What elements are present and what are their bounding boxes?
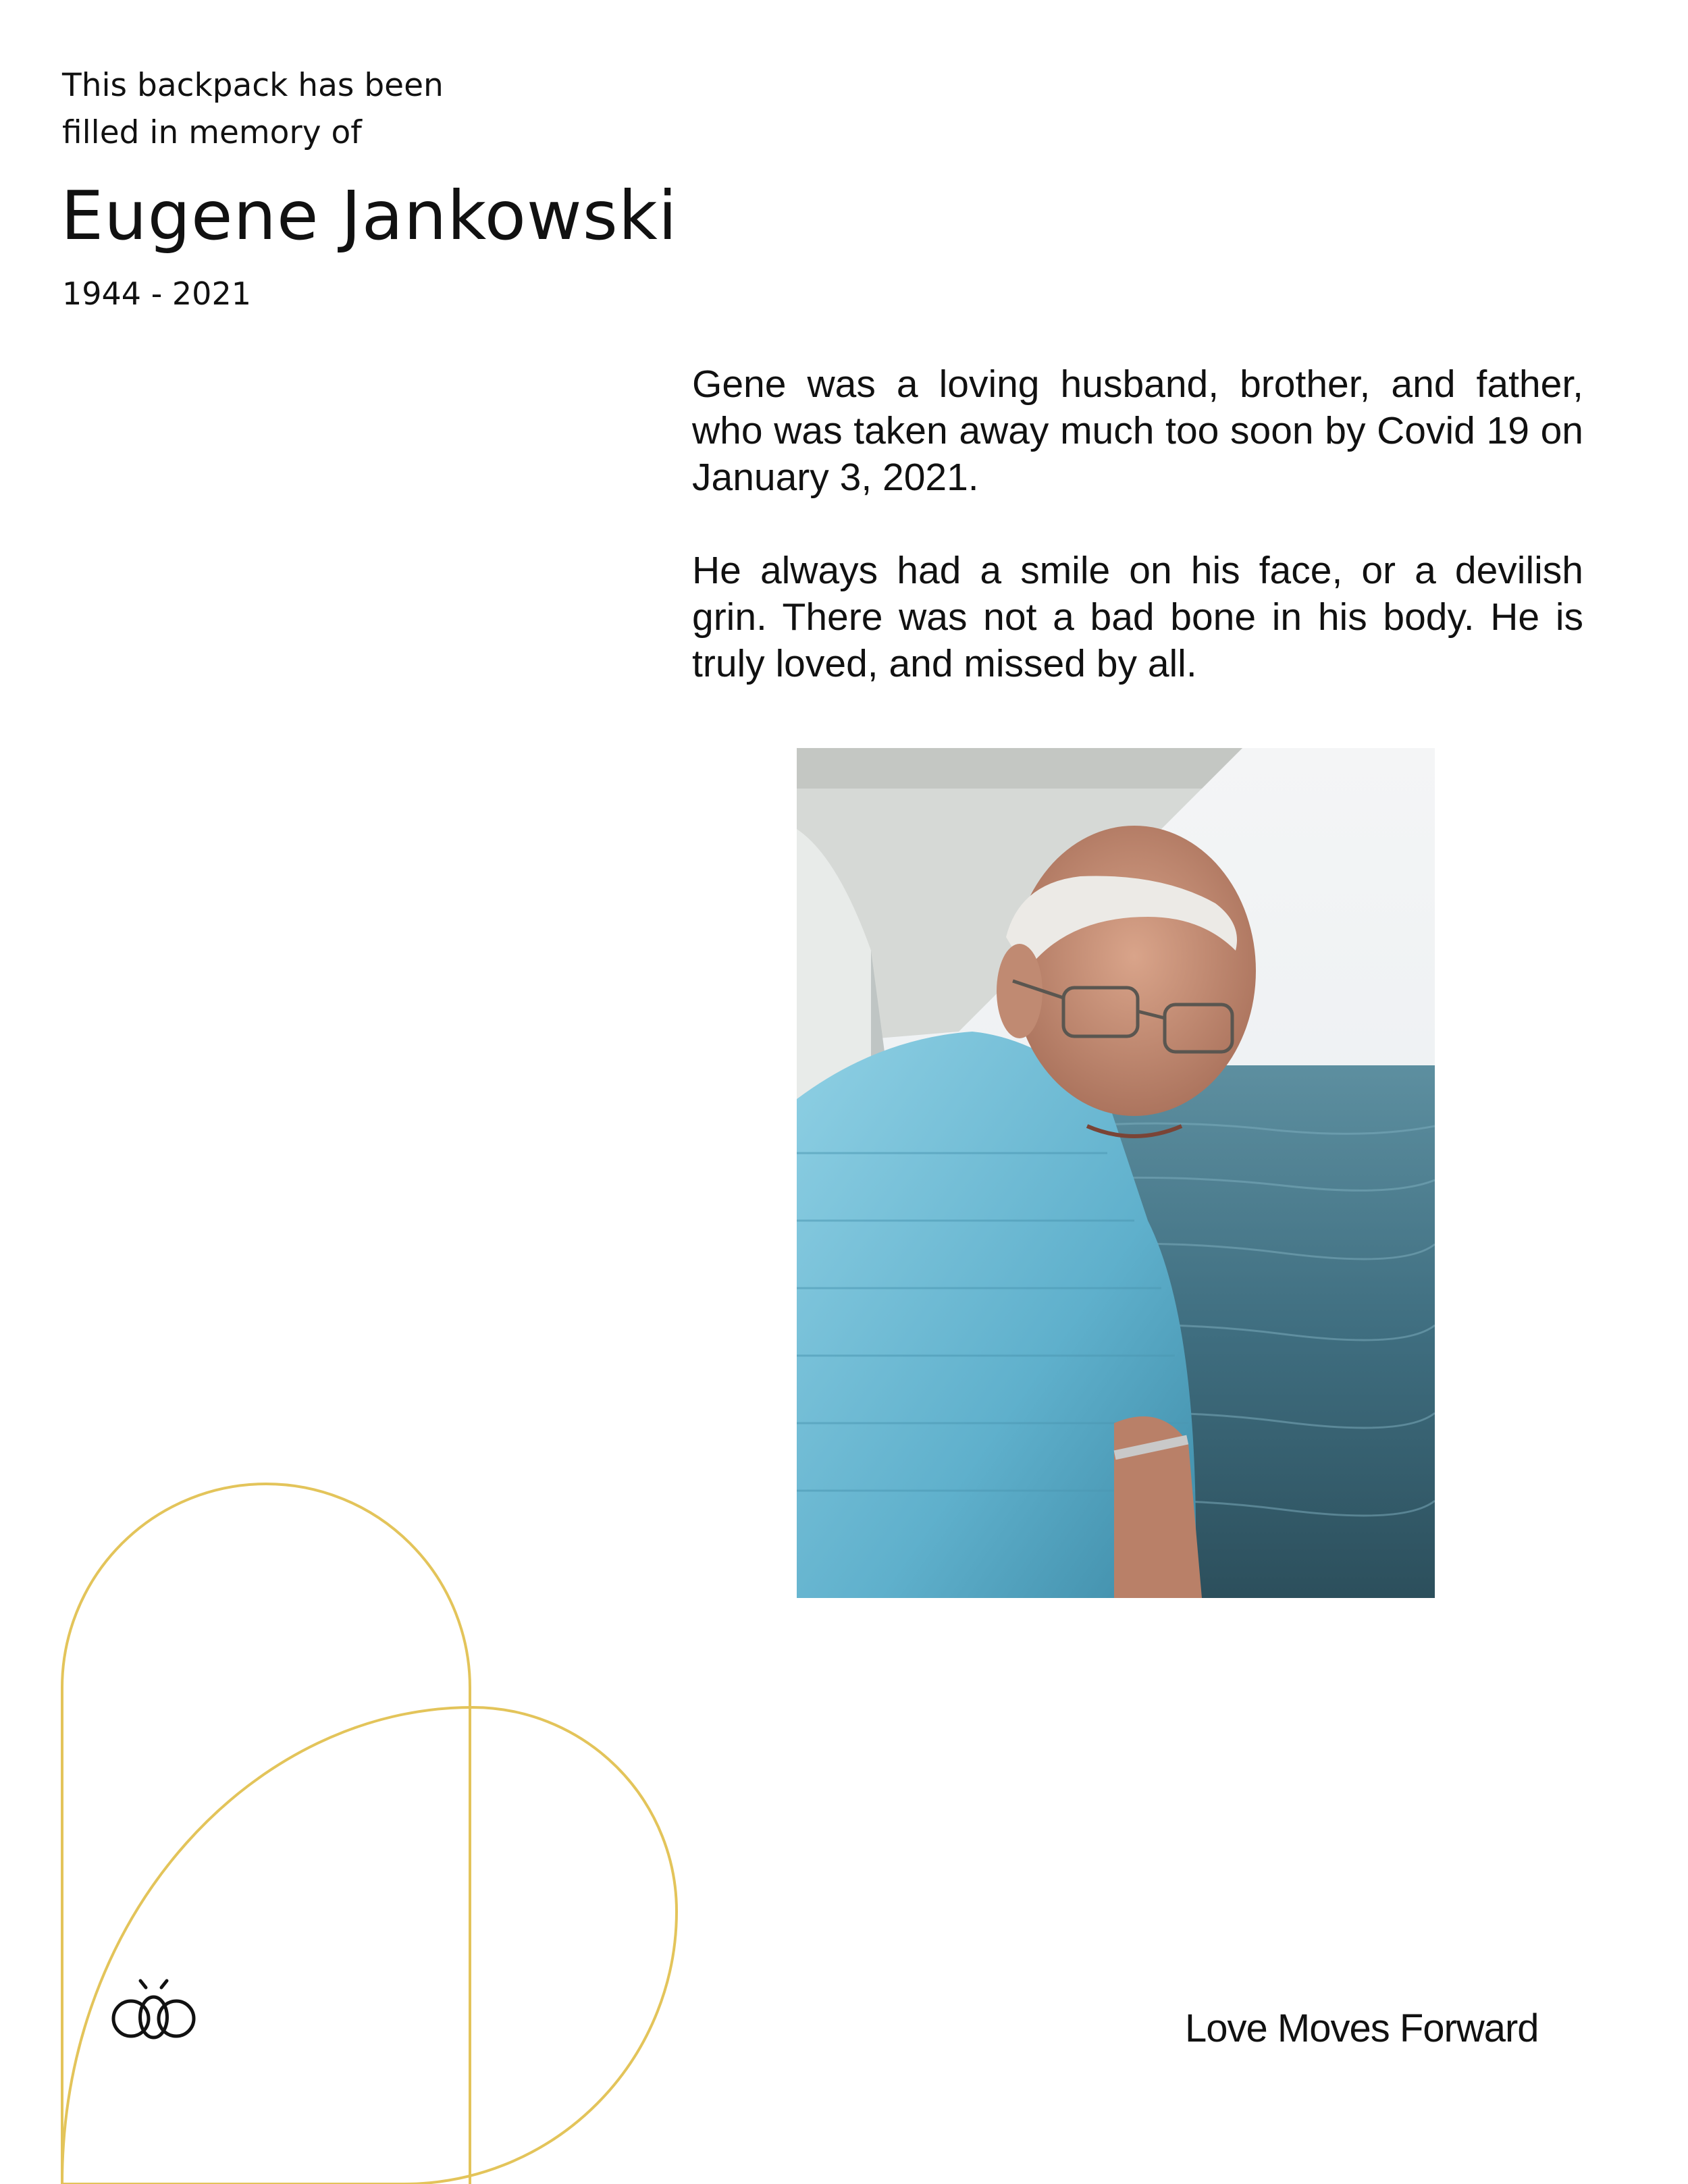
- memorial-name: Eugene Jankowski: [61, 176, 678, 255]
- tagline: Love Moves Forward: [1185, 2006, 1539, 2050]
- memorial-photo: [797, 748, 1435, 1598]
- intro-line-1: This backpack has been: [62, 67, 444, 104]
- intro-line-2: filled in memory of: [62, 114, 362, 151]
- heart-petal-outline-icon: [0, 1472, 743, 2184]
- intro-text: [62, 62, 535, 157]
- bee-icon: [108, 1978, 199, 2046]
- memorial-years: 1944 - 2021: [62, 275, 251, 312]
- bio-paragraph-2: He always had a smile on his face, or a devilish grin. There was not a bad bone in his body. He is truly loved, and missed by all.: [692, 549, 1583, 685]
- biography: [692, 361, 1583, 734]
- bio-paragraph-1: Gene was a loving husband, brother, and father, who was taken away much too soon by Covid 19 on January 3, 2021.: [692, 363, 1583, 499]
